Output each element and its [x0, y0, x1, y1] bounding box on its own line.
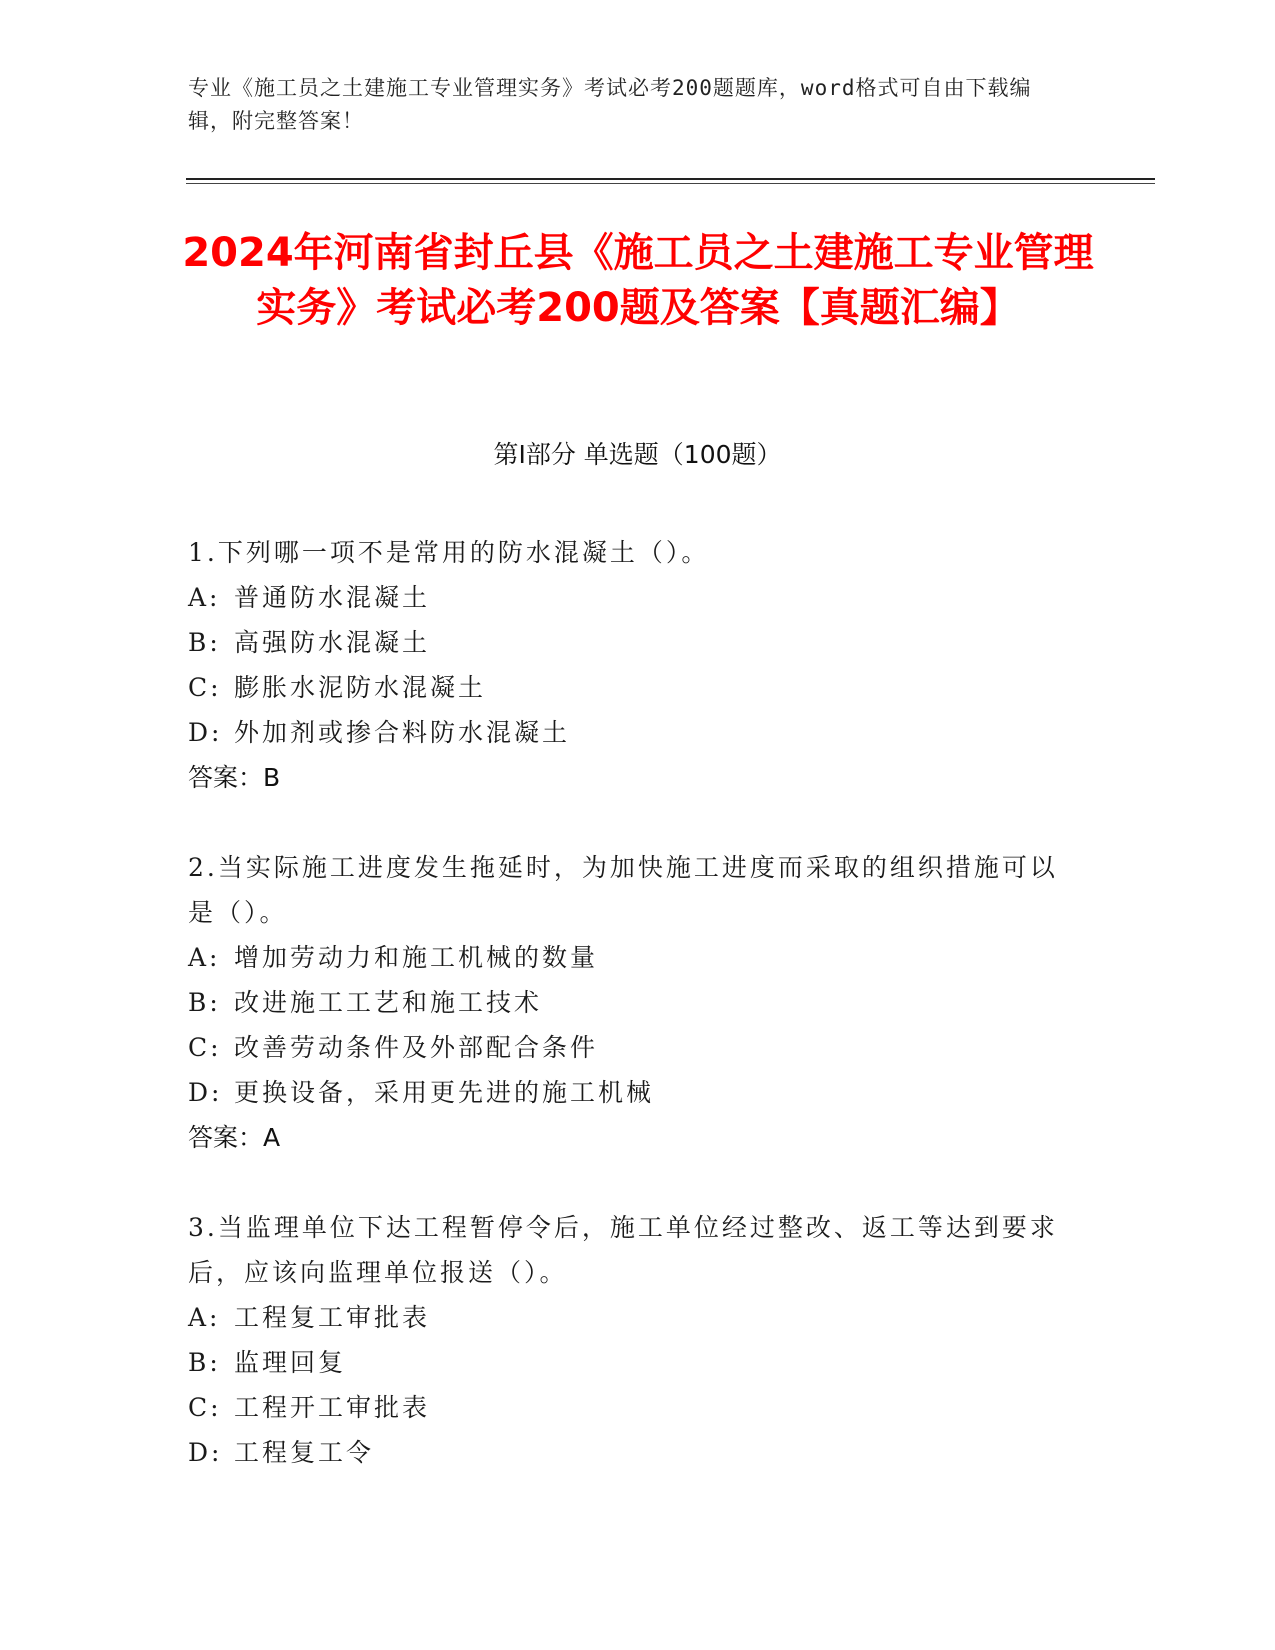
option-key: C:: [188, 673, 222, 702]
option-key: C:: [188, 1033, 222, 1062]
option-text: 改善劳动条件及外部配合条件: [234, 1033, 599, 1062]
option-text: 工程开工审批表: [234, 1393, 431, 1422]
option-text: 工程复工审批表: [234, 1303, 431, 1332]
option-text: 增加劳动力和施工机械的数量: [234, 943, 599, 972]
question-2: [188, 845, 1068, 1160]
answer: 答案：A: [188, 1123, 281, 1152]
option-key: A:: [188, 583, 221, 612]
option-text: 监理回复: [234, 1348, 347, 1377]
header-divider-thin: [186, 183, 1155, 184]
section-title: 第Ⅰ部分 单选题（100题）: [493, 440, 782, 469]
option-a: [188, 575, 1068, 620]
option-key: B:: [188, 1348, 221, 1377]
option-key: A:: [188, 1303, 221, 1332]
option-text: 工程复工令: [234, 1438, 375, 1467]
option-b: [188, 1340, 1068, 1385]
option-text: 更换设备，采用更先进的施工机械: [234, 1078, 655, 1107]
option-key: D:: [188, 1078, 223, 1107]
document-title: 2024年河南省封丘县《施工员之土建施工专业管理实务》考试必考200题及答案【真题汇编】: [182, 230, 1094, 331]
header-note: 专业《施工员之土建施工专业管理实务》考试必考200题题库，word格式可自由下载编辑，附完整答案！: [188, 76, 1032, 133]
option-key: D:: [188, 1438, 223, 1467]
option-text: 改进施工工艺和施工技术: [234, 988, 543, 1017]
question-1: [188, 530, 1068, 800]
option-key: B:: [188, 628, 221, 657]
option-key: A:: [188, 943, 221, 972]
answer: 答案：B: [188, 763, 281, 792]
option-b: [188, 620, 1068, 665]
option-text: 膨胀水泥防水混凝土: [234, 673, 487, 702]
question-stem: 2.当实际施工进度发生拖延时，为加快施工进度而采取的组织措施可以是（）。: [188, 853, 1058, 927]
question-list: [188, 530, 1068, 1520]
question-stem: 3.当监理单位下达工程暂停令后，施工单位经过整改、返工等达到要求后，应该向监理单位报送（）。: [188, 1213, 1058, 1287]
question-3: [188, 1205, 1068, 1475]
option-c: [188, 1025, 1068, 1070]
option-key: C:: [188, 1393, 222, 1422]
option-text: 普通防水混凝土: [234, 583, 431, 612]
option-d: [188, 1430, 1068, 1475]
option-key: B:: [188, 988, 221, 1017]
option-key: D:: [188, 718, 223, 747]
question-stem: 1.下列哪一项不是常用的防水混凝土（）。: [188, 538, 710, 567]
header-divider-thick: [186, 178, 1155, 180]
option-c: [188, 665, 1068, 710]
option-a: [188, 1295, 1068, 1340]
option-text: 高强防水混凝土: [234, 628, 431, 657]
option-a: [188, 935, 1068, 980]
option-text: 外加剂或掺合料防水混凝土: [234, 718, 571, 747]
option-c: [188, 1385, 1068, 1430]
option-b: [188, 980, 1068, 1025]
option-d: [188, 1070, 1068, 1115]
option-d: [188, 710, 1068, 755]
